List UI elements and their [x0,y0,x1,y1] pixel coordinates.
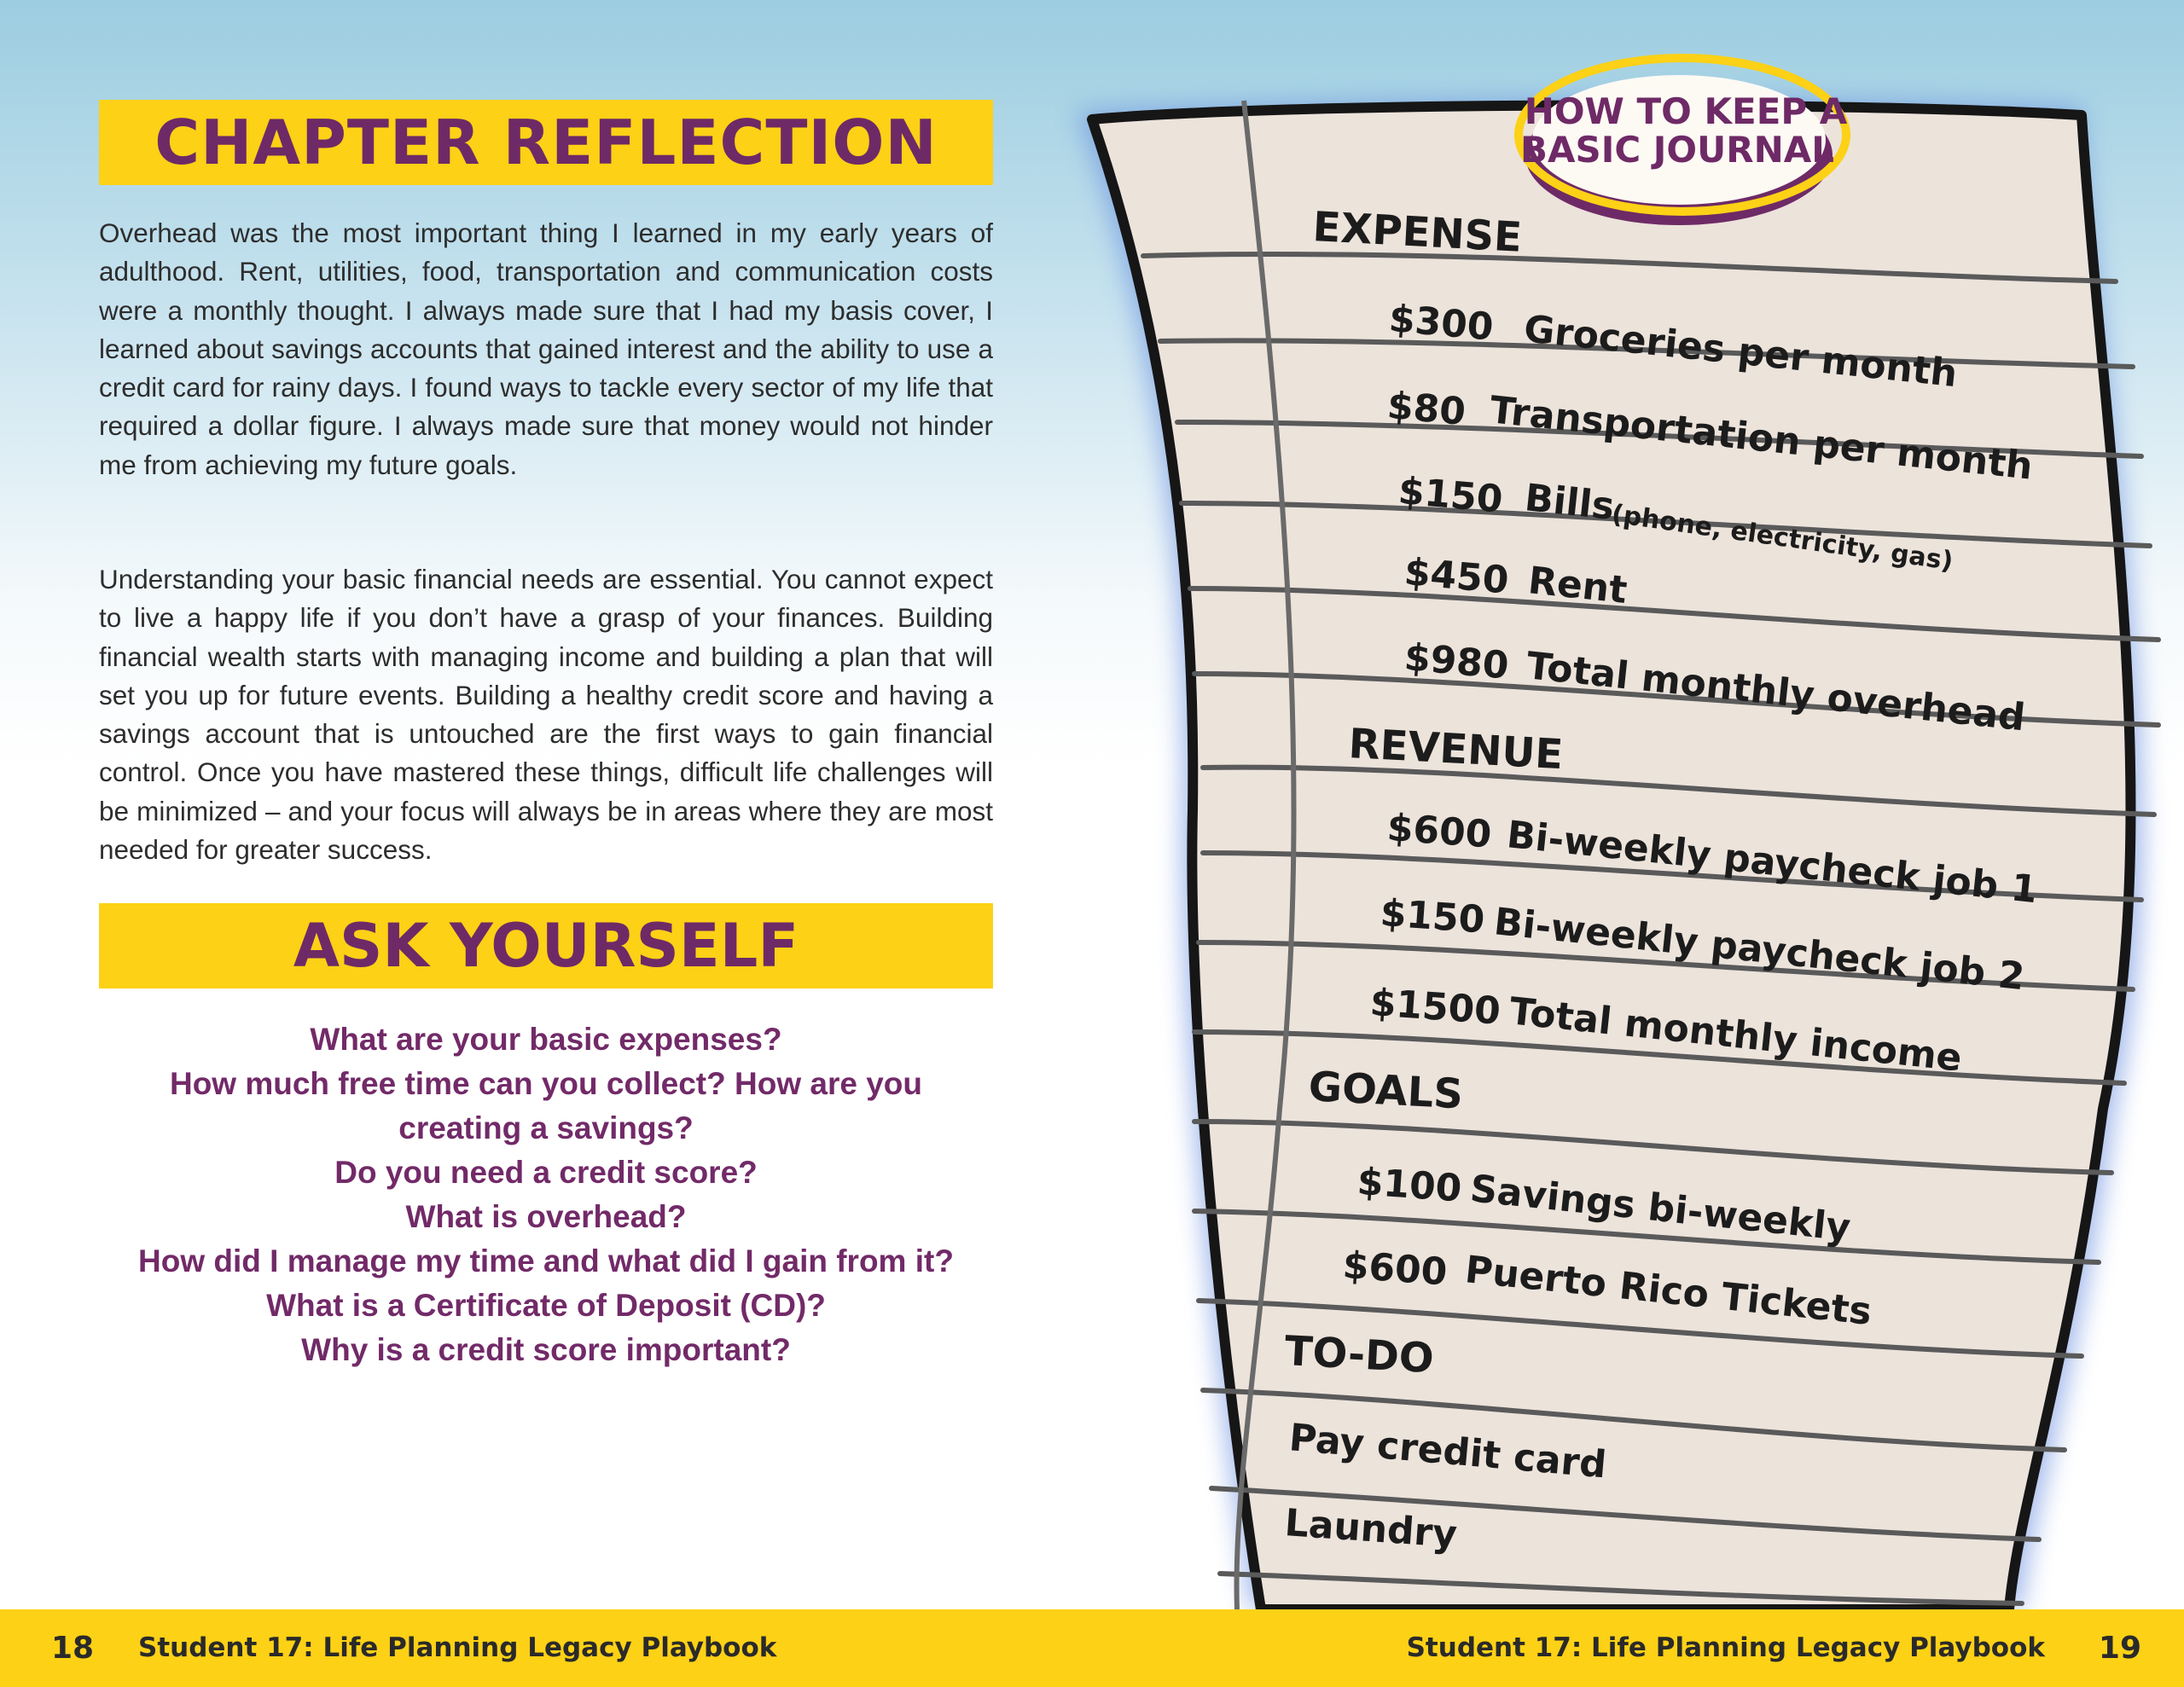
entry-text: Total monthly overhead [1524,644,2028,740]
entry-amount: $80 [1385,384,1467,434]
entry-amount: $1500 [1368,981,1502,1034]
ask-yourself-heading: ASK YOURSELF [293,911,799,981]
entry-amount: $980 [1403,635,1511,688]
question-item: What is a Certificate of Deposit (CD)? [266,1288,826,1323]
question-item: What are your basic expenses? [310,1022,782,1057]
entry-amount: $150 [1397,469,1505,522]
entry-text: Transportation per month [1487,388,2036,489]
entry-amount: $600 [1341,1244,1449,1295]
entry-text: Puerto Rico Tickets [1462,1248,1874,1334]
entry-text: Bi-weekly paycheck job 2 [1491,900,2027,1000]
footer-bar [0,1609,2184,1687]
question-item: How did I manage my time and what did I gain from it? [138,1244,954,1278]
entry-note: (phone, electricity, gas) [1609,499,1955,577]
question-item: How much free time can you collect? How are you creating a savings? [169,1066,923,1145]
question-item: What is overhead? [405,1199,687,1234]
entry-amount: $450 [1403,550,1511,603]
entry-text: Bi-weekly paycheck job 1 [1504,813,2040,913]
section-heading-todo: TO-DO [1283,1327,1436,1383]
todo-item: Laundry [1283,1501,1459,1557]
right-book-title: Student 17: Life Planning Legacy Playbook [1406,1632,2045,1663]
entry-text: Total monthly income [1507,989,1965,1081]
section-heading-revenue: REVENUE [1347,720,1565,780]
entry-text: Bills [1522,476,1617,529]
entry-amount: $100 [1356,1160,1463,1211]
question-item: Do you need a credit score? [334,1155,758,1190]
section-heading-goals: GOALS [1307,1063,1465,1119]
entry-amount: $150 [1379,891,1486,942]
left-book-title: Student 17: Life Planning Legacy Playbook [138,1632,777,1663]
chapter-reflection-heading: CHAPTER REFLECTION [154,107,938,178]
todo-item: Pay credit card [1287,1416,1609,1487]
badge-line-1: HOW TO KEEP A [1524,90,1848,132]
question-item: Why is a credit score important? [301,1332,791,1367]
section-heading-expense: EXPENSE [1311,203,1524,262]
entry-text: Savings bi-weekly [1467,1167,1853,1250]
badge-line-2: BASIC JOURNAL [1519,129,1835,171]
entry-text: Groceries per month [1521,307,1960,397]
entry-amount: $300 [1387,297,1496,350]
left-page-number: 18 [51,1631,95,1666]
reflection-paragraph-1: Overhead was the most important thing I learned in my early years of adulthood. Rent, utilities, food, transportation and communication costs were a monthly thought. I always made sure that I had my basis cover, I learned about savings accounts that gained interest and the ability to use a credit card for rainy days. I found ways to tackle every sector of my life that required a dollar figure. I always made sure that money would not hinder me from achieving my future goals. [99,217,993,480]
entry-amount: $600 [1385,806,1493,857]
right-page-number: 19 [2098,1631,2141,1666]
reflection-paragraph-2: Understanding your basic financial needs are essential. You cannot expect to live a happy life if you don’t have a grasp of your finances. Building financial wealth starts with managing income and building a plan that will set you up for future events. Building a healthy credit score and having a savings account that is untouched are the first ways to gain financial control. Once you have mastered these things, difficult life challenges will be minimized – and your focus will always be in areas where they are most needed for greater success. [99,564,993,866]
entry-text: Rent [1525,559,1629,613]
